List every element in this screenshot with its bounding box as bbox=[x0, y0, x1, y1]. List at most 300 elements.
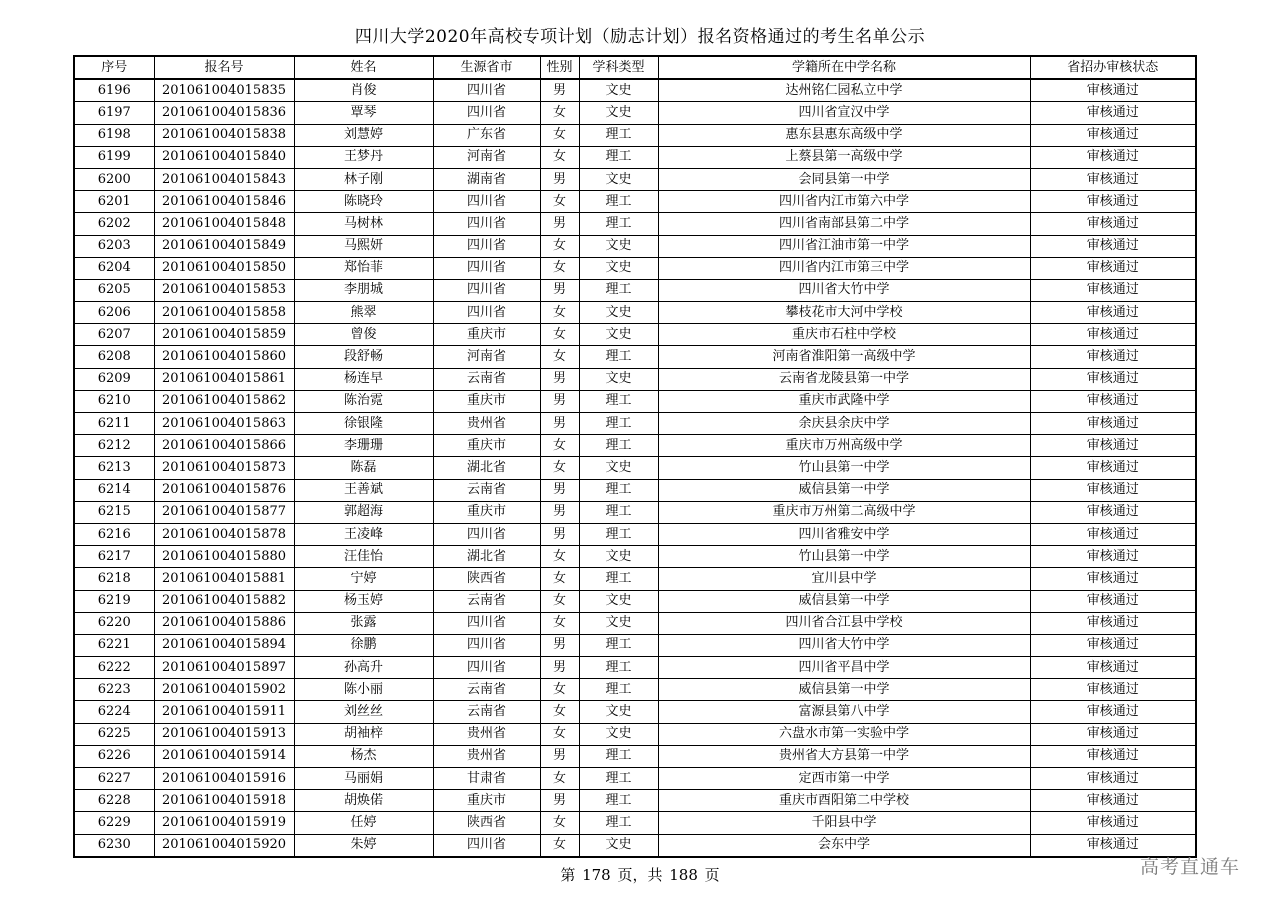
cell-reg-no: 201061004015897 bbox=[154, 657, 294, 679]
cell-name: 刘丝丝 bbox=[294, 701, 433, 723]
cell-seq: 6213 bbox=[74, 457, 154, 479]
cell-subject: 文史 bbox=[579, 368, 658, 390]
cell-reg-no: 201061004015853 bbox=[154, 279, 294, 301]
table-row bbox=[74, 457, 1196, 479]
table-row bbox=[74, 568, 1196, 590]
cell-seq: 6229 bbox=[74, 812, 154, 834]
cell-seq: 6211 bbox=[74, 413, 154, 435]
cell-name: 徐鹏 bbox=[294, 634, 433, 656]
cell-status: 审核通过 bbox=[1030, 679, 1196, 701]
cell-seq: 6228 bbox=[74, 790, 154, 812]
cell-subject: 文史 bbox=[579, 302, 658, 324]
table-row bbox=[74, 701, 1196, 723]
cell-status: 审核通过 bbox=[1030, 235, 1196, 257]
cell-subject: 理工 bbox=[579, 812, 658, 834]
cell-school: 竹山县第一中学 bbox=[658, 457, 1030, 479]
cell-school: 重庆市万州高级中学 bbox=[658, 435, 1030, 457]
cell-seq: 6214 bbox=[74, 479, 154, 501]
cell-province: 云南省 bbox=[433, 679, 540, 701]
cell-gender: 女 bbox=[540, 590, 579, 612]
table-row bbox=[74, 102, 1196, 124]
cell-seq: 6225 bbox=[74, 723, 154, 745]
cell-seq: 6215 bbox=[74, 501, 154, 523]
cell-name: 张露 bbox=[294, 612, 433, 634]
cell-gender: 女 bbox=[540, 834, 579, 857]
cell-reg-no: 201061004015862 bbox=[154, 390, 294, 412]
table-row bbox=[74, 279, 1196, 301]
cell-status: 审核通过 bbox=[1030, 657, 1196, 679]
cell-province: 四川省 bbox=[433, 191, 540, 213]
cell-gender: 女 bbox=[540, 324, 579, 346]
cell-gender: 女 bbox=[540, 457, 579, 479]
cell-name: 胡袖梓 bbox=[294, 723, 433, 745]
cell-school: 四川省大竹中学 bbox=[658, 634, 1030, 656]
cell-seq: 6199 bbox=[74, 146, 154, 168]
cell-province: 四川省 bbox=[433, 102, 540, 124]
cell-status: 审核通过 bbox=[1030, 146, 1196, 168]
cell-reg-no: 201061004015914 bbox=[154, 745, 294, 767]
cell-subject: 理工 bbox=[579, 124, 658, 146]
cell-name: 李朋城 bbox=[294, 279, 433, 301]
cell-reg-no: 201061004015866 bbox=[154, 435, 294, 457]
watermark-text: 高考直通车 bbox=[1140, 856, 1241, 878]
table-row bbox=[74, 634, 1196, 656]
cell-subject: 理工 bbox=[579, 745, 658, 767]
cell-reg-no: 201061004015881 bbox=[154, 568, 294, 590]
cell-status: 审核通过 bbox=[1030, 457, 1196, 479]
cell-gender: 男 bbox=[540, 523, 579, 545]
cell-reg-no: 201061004015838 bbox=[154, 124, 294, 146]
table-row bbox=[74, 501, 1196, 523]
cell-reg-no: 201061004015848 bbox=[154, 213, 294, 235]
cell-gender: 男 bbox=[540, 79, 579, 102]
cell-subject: 文史 bbox=[579, 612, 658, 634]
cell-subject: 理工 bbox=[579, 657, 658, 679]
cell-subject: 理工 bbox=[579, 279, 658, 301]
cell-school: 威信县第一中学 bbox=[658, 679, 1030, 701]
cell-school: 达州铭仁园私立中学 bbox=[658, 79, 1030, 102]
cell-status: 审核通过 bbox=[1030, 390, 1196, 412]
cell-subject: 文史 bbox=[579, 168, 658, 190]
header-province: 生源省市 bbox=[433, 56, 540, 79]
table-row bbox=[74, 812, 1196, 834]
table-row bbox=[74, 679, 1196, 701]
cell-status: 审核通过 bbox=[1030, 523, 1196, 545]
cell-school: 威信县第一中学 bbox=[658, 590, 1030, 612]
cell-name: 杨玉婷 bbox=[294, 590, 433, 612]
cell-name: 曾俊 bbox=[294, 324, 433, 346]
cell-school: 会同县第一中学 bbox=[658, 168, 1030, 190]
table-row bbox=[74, 368, 1196, 390]
cell-seq: 6201 bbox=[74, 191, 154, 213]
cell-gender: 女 bbox=[540, 235, 579, 257]
table-row bbox=[74, 479, 1196, 501]
cell-seq: 6226 bbox=[74, 745, 154, 767]
cell-province: 四川省 bbox=[433, 257, 540, 279]
table-row bbox=[74, 146, 1196, 168]
cell-subject: 文史 bbox=[579, 701, 658, 723]
table-row bbox=[74, 346, 1196, 368]
cell-name: 郑怡菲 bbox=[294, 257, 433, 279]
cell-status: 审核通过 bbox=[1030, 701, 1196, 723]
cell-seq: 6221 bbox=[74, 634, 154, 656]
cell-status: 审核通过 bbox=[1030, 346, 1196, 368]
cell-province: 重庆市 bbox=[433, 390, 540, 412]
cell-reg-no: 201061004015877 bbox=[154, 501, 294, 523]
cell-status: 审核通过 bbox=[1030, 79, 1196, 102]
cell-status: 审核通过 bbox=[1030, 501, 1196, 523]
cell-subject: 理工 bbox=[579, 146, 658, 168]
cell-school: 四川省江油市第一中学 bbox=[658, 235, 1030, 257]
cell-province: 陕西省 bbox=[433, 812, 540, 834]
cell-school: 贵州省大方县第一中学 bbox=[658, 745, 1030, 767]
cell-name: 杨杰 bbox=[294, 745, 433, 767]
cell-seq: 6207 bbox=[74, 324, 154, 346]
table-row bbox=[74, 834, 1196, 857]
cell-school: 威信县第一中学 bbox=[658, 479, 1030, 501]
cell-seq: 6209 bbox=[74, 368, 154, 390]
cell-gender: 女 bbox=[540, 723, 579, 745]
cell-school: 四川省宣汉中学 bbox=[658, 102, 1030, 124]
table-row bbox=[74, 324, 1196, 346]
cell-reg-no: 201061004015849 bbox=[154, 235, 294, 257]
cell-name: 宁婷 bbox=[294, 568, 433, 590]
cell-seq: 6198 bbox=[74, 124, 154, 146]
cell-seq: 6205 bbox=[74, 279, 154, 301]
page-footer: 第 178 页，共 188 页 bbox=[560, 866, 720, 884]
table-row bbox=[74, 79, 1196, 102]
cell-province: 重庆市 bbox=[433, 790, 540, 812]
cell-seq: 6202 bbox=[74, 213, 154, 235]
cell-status: 审核通过 bbox=[1030, 257, 1196, 279]
cell-gender: 女 bbox=[540, 679, 579, 701]
table-row bbox=[74, 413, 1196, 435]
cell-name: 陈治霓 bbox=[294, 390, 433, 412]
cell-seq: 6227 bbox=[74, 768, 154, 790]
cell-subject: 文史 bbox=[579, 546, 658, 568]
cell-province: 湖南省 bbox=[433, 168, 540, 190]
cell-reg-no: 201061004015850 bbox=[154, 257, 294, 279]
cell-school: 云南省龙陵县第一中学 bbox=[658, 368, 1030, 390]
cell-gender: 男 bbox=[540, 745, 579, 767]
cell-province: 四川省 bbox=[433, 213, 540, 235]
cell-province: 广东省 bbox=[433, 124, 540, 146]
cell-reg-no: 201061004015860 bbox=[154, 346, 294, 368]
table-row bbox=[74, 191, 1196, 213]
cell-school: 四川省雅安中学 bbox=[658, 523, 1030, 545]
cell-subject: 理工 bbox=[579, 346, 658, 368]
cell-gender: 男 bbox=[540, 657, 579, 679]
cell-reg-no: 201061004015840 bbox=[154, 146, 294, 168]
table-row bbox=[74, 790, 1196, 812]
cell-subject: 文史 bbox=[579, 102, 658, 124]
cell-seq: 6216 bbox=[74, 523, 154, 545]
table-row bbox=[74, 213, 1196, 235]
table-row bbox=[74, 723, 1196, 745]
cell-school: 四川省大竹中学 bbox=[658, 279, 1030, 301]
cell-reg-no: 201061004015836 bbox=[154, 102, 294, 124]
cell-name: 汪佳怡 bbox=[294, 546, 433, 568]
cell-school: 六盘水市第一实验中学 bbox=[658, 723, 1030, 745]
cell-status: 审核通过 bbox=[1030, 302, 1196, 324]
cell-province: 四川省 bbox=[433, 79, 540, 102]
cell-name: 马丽娟 bbox=[294, 768, 433, 790]
cell-province: 重庆市 bbox=[433, 324, 540, 346]
cell-name: 朱婷 bbox=[294, 834, 433, 857]
cell-seq: 6230 bbox=[74, 834, 154, 857]
cell-name: 徐银隆 bbox=[294, 413, 433, 435]
cell-seq: 6197 bbox=[74, 102, 154, 124]
cell-province: 贵州省 bbox=[433, 723, 540, 745]
candidate-table bbox=[73, 55, 1197, 858]
cell-reg-no: 201061004015843 bbox=[154, 168, 294, 190]
cell-school: 惠东县惠东高级中学 bbox=[658, 124, 1030, 146]
cell-subject: 理工 bbox=[579, 634, 658, 656]
cell-name: 肖俊 bbox=[294, 79, 433, 102]
cell-reg-no: 201061004015861 bbox=[154, 368, 294, 390]
cell-status: 审核通过 bbox=[1030, 590, 1196, 612]
cell-gender: 女 bbox=[540, 568, 579, 590]
cell-province: 河南省 bbox=[433, 146, 540, 168]
cell-province: 云南省 bbox=[433, 590, 540, 612]
cell-subject: 理工 bbox=[579, 435, 658, 457]
cell-name: 陈小丽 bbox=[294, 679, 433, 701]
cell-seq: 6208 bbox=[74, 346, 154, 368]
cell-province: 湖北省 bbox=[433, 546, 540, 568]
cell-school: 会东中学 bbox=[658, 834, 1030, 857]
cell-reg-no: 201061004015919 bbox=[154, 812, 294, 834]
cell-school: 攀枝花市大河中学校 bbox=[658, 302, 1030, 324]
cell-gender: 男 bbox=[540, 634, 579, 656]
table-row bbox=[74, 523, 1196, 545]
cell-school: 四川省平昌中学 bbox=[658, 657, 1030, 679]
cell-name: 王梦丹 bbox=[294, 146, 433, 168]
cell-reg-no: 201061004015882 bbox=[154, 590, 294, 612]
cell-name: 覃琴 bbox=[294, 102, 433, 124]
cell-school: 定西市第一中学 bbox=[658, 768, 1030, 790]
cell-province: 甘肃省 bbox=[433, 768, 540, 790]
cell-province: 云南省 bbox=[433, 479, 540, 501]
cell-subject: 文史 bbox=[579, 457, 658, 479]
table-row bbox=[74, 257, 1196, 279]
cell-school: 上蔡县第一高级中学 bbox=[658, 146, 1030, 168]
cell-subject: 文史 bbox=[579, 235, 658, 257]
cell-seq: 6212 bbox=[74, 435, 154, 457]
page-title: 四川大学2020年高校专项计划（励志计划）报名资格通过的考生名单公示 bbox=[354, 27, 926, 47]
cell-status: 审核通过 bbox=[1030, 790, 1196, 812]
cell-status: 审核通过 bbox=[1030, 546, 1196, 568]
cell-name: 林子刚 bbox=[294, 168, 433, 190]
cell-status: 审核通过 bbox=[1030, 745, 1196, 767]
header-status: 省招办审核状态 bbox=[1030, 56, 1196, 79]
header-reg-no: 报名号 bbox=[154, 56, 294, 79]
header-name: 姓名 bbox=[294, 56, 433, 79]
cell-subject: 文史 bbox=[579, 257, 658, 279]
cell-gender: 女 bbox=[540, 302, 579, 324]
cell-subject: 理工 bbox=[579, 568, 658, 590]
cell-province: 云南省 bbox=[433, 701, 540, 723]
cell-status: 审核通过 bbox=[1030, 435, 1196, 457]
cell-status: 审核通过 bbox=[1030, 768, 1196, 790]
cell-reg-no: 201061004015858 bbox=[154, 302, 294, 324]
cell-school: 竹山县第一中学 bbox=[658, 546, 1030, 568]
cell-province: 云南省 bbox=[433, 368, 540, 390]
cell-name: 胡焕偌 bbox=[294, 790, 433, 812]
cell-status: 审核通过 bbox=[1030, 634, 1196, 656]
cell-gender: 男 bbox=[540, 368, 579, 390]
cell-status: 审核通过 bbox=[1030, 213, 1196, 235]
cell-gender: 女 bbox=[540, 768, 579, 790]
cell-status: 审核通过 bbox=[1030, 812, 1196, 834]
table-row bbox=[74, 302, 1196, 324]
cell-gender: 女 bbox=[540, 812, 579, 834]
cell-school: 宜川县中学 bbox=[658, 568, 1030, 590]
cell-gender: 男 bbox=[540, 413, 579, 435]
table-row bbox=[74, 390, 1196, 412]
cell-gender: 男 bbox=[540, 479, 579, 501]
cell-seq: 6204 bbox=[74, 257, 154, 279]
header-school: 学籍所在中学名称 bbox=[658, 56, 1030, 79]
cell-subject: 文史 bbox=[579, 834, 658, 857]
table-row bbox=[74, 435, 1196, 457]
cell-subject: 文史 bbox=[579, 590, 658, 612]
cell-province: 陕西省 bbox=[433, 568, 540, 590]
table-header bbox=[74, 56, 1196, 79]
cell-status: 审核通过 bbox=[1030, 479, 1196, 501]
table-row bbox=[74, 612, 1196, 634]
cell-name: 马树林 bbox=[294, 213, 433, 235]
cell-school: 河南省淮阳第一高级中学 bbox=[658, 346, 1030, 368]
cell-school: 千阳县中学 bbox=[658, 812, 1030, 834]
cell-reg-no: 201061004015863 bbox=[154, 413, 294, 435]
cell-school: 四川省南部县第二中学 bbox=[658, 213, 1030, 235]
cell-reg-no: 201061004015873 bbox=[154, 457, 294, 479]
table-row bbox=[74, 168, 1196, 190]
cell-status: 审核通过 bbox=[1030, 723, 1196, 745]
cell-subject: 文史 bbox=[579, 723, 658, 745]
cell-subject: 理工 bbox=[579, 790, 658, 812]
cell-subject: 理工 bbox=[579, 679, 658, 701]
header-seq: 序号 bbox=[74, 56, 154, 79]
cell-name: 段舒畅 bbox=[294, 346, 433, 368]
cell-province: 贵州省 bbox=[433, 745, 540, 767]
cell-subject: 理工 bbox=[579, 523, 658, 545]
cell-province: 四川省 bbox=[433, 523, 540, 545]
cell-gender: 女 bbox=[540, 257, 579, 279]
cell-seq: 6203 bbox=[74, 235, 154, 257]
cell-gender: 男 bbox=[540, 501, 579, 523]
cell-seq: 6218 bbox=[74, 568, 154, 590]
cell-name: 杨连早 bbox=[294, 368, 433, 390]
cell-status: 审核通过 bbox=[1030, 368, 1196, 390]
cell-seq: 6219 bbox=[74, 590, 154, 612]
cell-province: 四川省 bbox=[433, 302, 540, 324]
cell-province: 重庆市 bbox=[433, 435, 540, 457]
cell-reg-no: 201061004015880 bbox=[154, 546, 294, 568]
cell-province: 湖北省 bbox=[433, 457, 540, 479]
cell-name: 马熙妍 bbox=[294, 235, 433, 257]
cell-gender: 女 bbox=[540, 701, 579, 723]
cell-subject: 理工 bbox=[579, 479, 658, 501]
cell-reg-no: 201061004015913 bbox=[154, 723, 294, 745]
cell-reg-no: 201061004015835 bbox=[154, 79, 294, 102]
cell-school: 重庆市酉阳第二中学校 bbox=[658, 790, 1030, 812]
cell-school: 四川省内江市第六中学 bbox=[658, 191, 1030, 213]
cell-reg-no: 201061004015918 bbox=[154, 790, 294, 812]
cell-name: 王凌峰 bbox=[294, 523, 433, 545]
cell-name: 李珊珊 bbox=[294, 435, 433, 457]
cell-seq: 6210 bbox=[74, 390, 154, 412]
header-gender: 性别 bbox=[540, 56, 579, 79]
table-row bbox=[74, 546, 1196, 568]
table-row bbox=[74, 745, 1196, 767]
cell-school: 重庆市石柱中学校 bbox=[658, 324, 1030, 346]
cell-gender: 女 bbox=[540, 146, 579, 168]
cell-seq: 6196 bbox=[74, 79, 154, 102]
cell-status: 审核通过 bbox=[1030, 834, 1196, 857]
cell-gender: 女 bbox=[540, 546, 579, 568]
cell-reg-no: 201061004015876 bbox=[154, 479, 294, 501]
cell-reg-no: 201061004015916 bbox=[154, 768, 294, 790]
cell-subject: 理工 bbox=[579, 413, 658, 435]
cell-school: 余庆县余庆中学 bbox=[658, 413, 1030, 435]
cell-gender: 女 bbox=[540, 612, 579, 634]
cell-reg-no: 201061004015920 bbox=[154, 834, 294, 857]
cell-name: 陈磊 bbox=[294, 457, 433, 479]
cell-status: 审核通过 bbox=[1030, 612, 1196, 634]
cell-seq: 6217 bbox=[74, 546, 154, 568]
table-row bbox=[74, 768, 1196, 790]
cell-seq: 6223 bbox=[74, 679, 154, 701]
cell-status: 审核通过 bbox=[1030, 102, 1196, 124]
cell-province: 重庆市 bbox=[433, 501, 540, 523]
cell-gender: 女 bbox=[540, 435, 579, 457]
cell-school: 重庆市万州第二高级中学 bbox=[658, 501, 1030, 523]
cell-school: 富源县第八中学 bbox=[658, 701, 1030, 723]
cell-reg-no: 201061004015878 bbox=[154, 523, 294, 545]
cell-reg-no: 201061004015846 bbox=[154, 191, 294, 213]
cell-gender: 男 bbox=[540, 168, 579, 190]
cell-gender: 女 bbox=[540, 102, 579, 124]
cell-subject: 文史 bbox=[579, 324, 658, 346]
cell-name: 孙高升 bbox=[294, 657, 433, 679]
cell-status: 审核通过 bbox=[1030, 413, 1196, 435]
cell-gender: 女 bbox=[540, 346, 579, 368]
cell-seq: 6200 bbox=[74, 168, 154, 190]
cell-province: 贵州省 bbox=[433, 413, 540, 435]
cell-gender: 男 bbox=[540, 390, 579, 412]
table-row bbox=[74, 657, 1196, 679]
cell-gender: 男 bbox=[540, 213, 579, 235]
cell-province: 四川省 bbox=[433, 612, 540, 634]
cell-name: 任婷 bbox=[294, 812, 433, 834]
cell-province: 四川省 bbox=[433, 279, 540, 301]
cell-reg-no: 201061004015859 bbox=[154, 324, 294, 346]
cell-status: 审核通过 bbox=[1030, 324, 1196, 346]
cell-name: 陈晓玲 bbox=[294, 191, 433, 213]
cell-province: 四川省 bbox=[433, 657, 540, 679]
cell-seq: 6224 bbox=[74, 701, 154, 723]
cell-name: 王善斌 bbox=[294, 479, 433, 501]
cell-gender: 女 bbox=[540, 191, 579, 213]
cell-status: 审核通过 bbox=[1030, 568, 1196, 590]
cell-school: 四川省合江县中学校 bbox=[658, 612, 1030, 634]
cell-gender: 男 bbox=[540, 790, 579, 812]
cell-name: 刘慧婷 bbox=[294, 124, 433, 146]
table-row bbox=[74, 235, 1196, 257]
header-subject: 学科类型 bbox=[579, 56, 658, 79]
cell-status: 审核通过 bbox=[1030, 191, 1196, 213]
